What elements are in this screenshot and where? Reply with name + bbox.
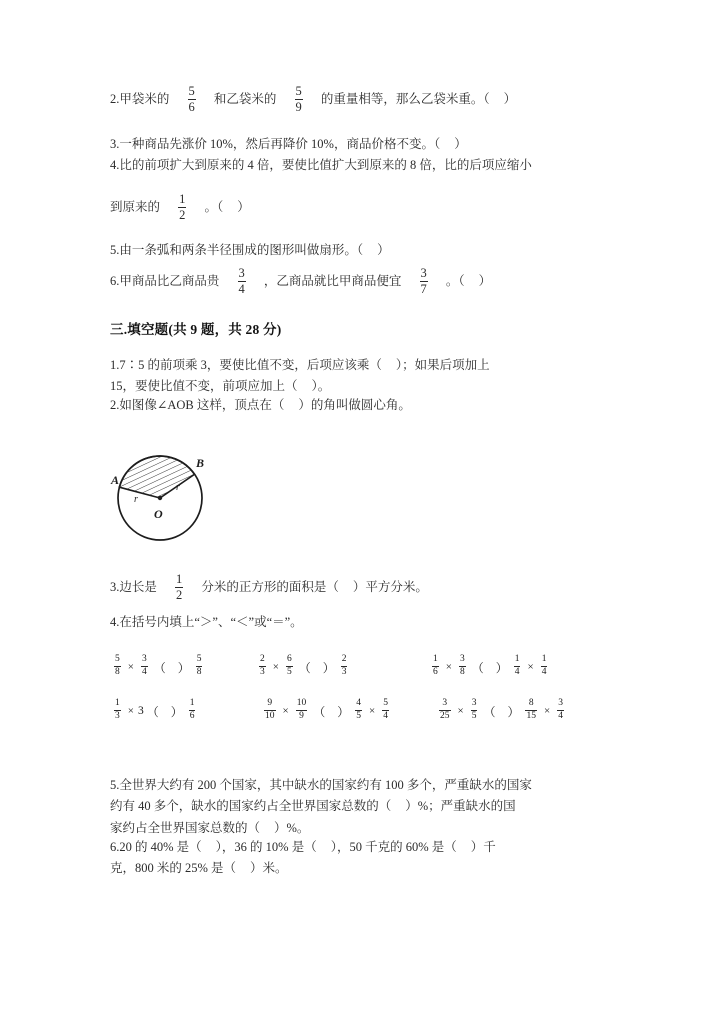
central-angle-circle-diagram — [110, 436, 230, 556]
fraction-denominator: 4 — [141, 666, 147, 677]
fraction-numerator: 8 — [528, 698, 534, 708]
center-point-o — [158, 496, 162, 500]
question-text-a: 如图像∠AOB 这样，顶点在（ — [119, 398, 285, 412]
fraction-3-8 — [458, 655, 467, 677]
fraction-denominator: 3 — [341, 666, 347, 677]
fraction-numerator: 3 — [442, 698, 448, 708]
comparison-answer-blank[interactable]: （ ） — [298, 660, 335, 675]
fraction-5-8 — [195, 655, 204, 677]
fraction-1-2: $\frac{1}{2}$ — [176, 572, 183, 602]
fraction-denominator: 8 — [196, 666, 202, 677]
question-number: 1. — [110, 358, 120, 372]
fraction-denominator: 3 — [260, 666, 265, 677]
question-fill-6 — [110, 838, 610, 881]
fraction-4-5 — [354, 699, 363, 721]
question-text-a: 到原来的 — [110, 199, 161, 214]
question-text-c: ），50 千克的 60% 是（ — [330, 840, 457, 854]
label-a: A — [111, 473, 120, 487]
fraction-1-6 — [188, 699, 197, 721]
operator-multiply: × — [127, 661, 134, 673]
fraction-5-4 — [381, 699, 390, 721]
question-text-line1: 全世界大约有 200 个国家，其中缺水的国家约有 100 多个，严重缺水的国家 — [119, 778, 532, 792]
fraction-denominator: 25 — [440, 710, 450, 721]
fraction-denominator: 4 — [541, 666, 547, 677]
label-o: O — [154, 507, 163, 521]
question-text-line2b: ）%；严重缺水的国 — [405, 799, 516, 814]
fraction-3-5 — [470, 699, 479, 721]
integer-term: 3 — [137, 705, 144, 717]
fraction-numerator: 1 — [541, 654, 547, 664]
question-text-b: ，乙商品就比甲商品便宜 — [263, 273, 402, 288]
question-text-line2: 15，要使比值不变，前项应加上（ — [110, 379, 298, 394]
fraction-denominator: 4 — [558, 710, 563, 721]
question-close: ） — [454, 137, 467, 151]
fraction-numerator: 3 — [558, 698, 563, 708]
question-text-line3b: ）%。 — [274, 820, 310, 835]
fraction-numerator: 1 — [433, 654, 438, 664]
fraction-6-5 — [285, 655, 294, 677]
circle-diagram-container — [110, 436, 610, 566]
question-text: 由一条弧和两条半径围成的图形叫做扇形。（ — [119, 243, 364, 257]
question-judge-4-line1 — [110, 156, 610, 177]
question-fill-1 — [110, 356, 610, 399]
question-text-line3: 家约占全世界国家总数的（ — [110, 820, 261, 835]
question-close: ） — [377, 243, 390, 257]
question-number: 5. — [110, 243, 120, 257]
fraction-1-6 — [431, 655, 440, 677]
fraction-denominator: 5 — [356, 710, 361, 721]
question-text-d: ）千 — [470, 840, 496, 854]
operator-multiply: × — [543, 705, 551, 717]
question-text-b: ）；如果后项加上 — [395, 358, 490, 372]
question-text: 一种商品先涨价 10%，然后再降价 10%，商品价格不变。（ — [119, 137, 441, 151]
fraction-5-8 — [113, 655, 122, 677]
fraction-denominator: 4 — [514, 666, 520, 677]
question-number: 2. — [110, 91, 120, 106]
fraction-1-3 — [113, 699, 122, 721]
fraction-denominator: 3 — [115, 710, 120, 721]
question-number: 3. — [110, 137, 120, 151]
fraction-denominator: 5 — [471, 710, 477, 721]
fraction-numerator: 2 — [260, 654, 265, 664]
fraction-3-4: $\frac{3}{4}$ — [238, 266, 245, 296]
fraction-denominator: 15 — [526, 710, 536, 721]
question-text-line2b: ）。 — [311, 379, 331, 394]
question-judge-3 — [110, 135, 610, 156]
fraction-denominator: 4 — [383, 710, 388, 721]
question-text: 7∶5 的前项乘 3，要使比值不变，后项应该乘（ — [119, 358, 382, 372]
fraction-numerator: 10 — [296, 698, 307, 708]
fraction-10-9 — [295, 699, 309, 721]
fraction-3-4 — [556, 699, 565, 721]
question-text: 甲袋米的 — [119, 91, 170, 106]
fraction-numerator: 1 — [115, 698, 120, 708]
label-b: B — [196, 456, 205, 470]
fraction-5-9: $\frac{5}{9}$ — [295, 84, 302, 114]
comparison-answer-blank[interactable]: （ ） — [313, 704, 350, 719]
comparison-expression — [428, 656, 551, 678]
question-judge-2 — [110, 86, 610, 130]
question-fill-3 — [110, 574, 610, 611]
fraction-3-25 — [438, 699, 452, 721]
fraction-numerator: 3 — [141, 654, 147, 664]
fraction-1-2: $\frac{1}{2}$ — [179, 192, 186, 222]
fraction-3-7: $\frac{3}{7}$ — [420, 266, 427, 296]
fraction-denominator: 8 — [115, 666, 120, 677]
label-radius-1: r — [134, 494, 138, 505]
fraction-numerator: 3 — [459, 654, 465, 664]
fraction-denominator: 8 — [459, 666, 465, 677]
operator-multiply: × — [368, 705, 376, 717]
fraction-9-10 — [263, 699, 277, 721]
fraction-numerator: 9 — [267, 698, 273, 708]
question-text-b: ），36 的 10% 是（ — [215, 840, 317, 854]
fraction-numerator: 1 — [514, 654, 520, 664]
comparison-row-2 — [110, 700, 615, 734]
fraction-2-3 — [258, 655, 267, 677]
question-text-c: ） — [237, 199, 250, 214]
question-number: 3. — [110, 579, 120, 594]
comparison-expression — [110, 656, 206, 678]
question-number: 5. — [110, 778, 120, 792]
question-text-a: 20 的 40% 是（ — [119, 840, 202, 854]
question-text-b: 。（ — [204, 199, 224, 214]
question-text-line2a: 克，800 米的 25% 是（ — [110, 861, 237, 876]
comparison-answer-blank[interactable]: （ ） — [471, 660, 508, 675]
question-text: 比的前项扩大到原来的 4 倍，要使比值扩大到原来的 8 倍，比的后项应缩小 — [119, 158, 532, 172]
question-text-c: 。（ — [445, 273, 465, 288]
circle-svg — [110, 436, 230, 556]
question-text-line2b: ）米。 — [250, 861, 288, 876]
question-number: 6. — [110, 840, 120, 854]
operator-multiply: × — [445, 661, 452, 673]
question-text-c: 的重量相等，那么乙袋米重。（ — [320, 91, 490, 106]
fraction-numerator: 4 — [356, 698, 361, 708]
comparison-answer-blank[interactable]: （ ） — [146, 704, 183, 719]
operator-multiply: × — [272, 661, 279, 673]
fraction-8-15 — [524, 699, 538, 721]
fraction-numerator: 1 — [189, 698, 195, 708]
comparison-answer-blank[interactable]: （ ） — [153, 660, 190, 675]
fraction-numerator: 5 — [196, 654, 202, 664]
fraction-denominator: 10 — [265, 710, 275, 721]
operator-multiply: × — [527, 661, 534, 673]
fraction-denominator: 5 — [286, 666, 292, 677]
question-text: 在括号内填上“＞”、“＜”或“＝”。 — [119, 615, 303, 629]
question-fill-5 — [110, 776, 610, 840]
question-judge-5 — [110, 241, 610, 269]
fraction-denominator: 6 — [189, 710, 195, 721]
fraction-numerator: 5 — [383, 698, 388, 708]
question-text-d: ） — [503, 91, 517, 106]
operator-multiply: × — [282, 705, 289, 717]
section-heading-fill — [110, 318, 610, 354]
question-text-d: ） — [478, 273, 492, 288]
fraction-numerator: 6 — [286, 654, 292, 664]
label-radius-2: r — [176, 482, 180, 493]
question-judge-4-line2 — [110, 194, 610, 231]
operator-multiply: × — [127, 705, 134, 717]
sector-aob-shaded — [119, 456, 194, 498]
fraction-numerator: 3 — [471, 698, 477, 708]
question-text-b: 和乙袋米的 — [213, 91, 277, 106]
fraction-numerator: 5 — [115, 654, 120, 664]
question-number: 4. — [110, 615, 120, 629]
question-number: 6. — [110, 273, 120, 288]
question-number: 2. — [110, 398, 120, 412]
question-fill-4 — [110, 613, 610, 641]
question-text-line2: 约有 40 多个，缺水的国家约占全世界国家总数的（ — [110, 799, 392, 814]
fraction-3-4 — [140, 655, 149, 677]
comparison-expression — [110, 700, 199, 722]
comparison-expressions — [110, 656, 610, 746]
fraction-denominator: 6 — [433, 666, 438, 677]
operator-multiply: × — [457, 705, 464, 717]
question-text-a: 边长是 — [119, 579, 157, 594]
fraction-1-4 — [540, 655, 549, 677]
question-number: 4. — [110, 158, 120, 172]
question-text-b: 分米的正方形的面积是（ — [201, 579, 339, 594]
question-text-b: ）的角叫做圆心角。 — [298, 398, 411, 412]
fraction-2-3 — [340, 655, 349, 677]
comparison-expression — [255, 656, 351, 678]
fraction-numerator: 2 — [341, 654, 347, 664]
comparison-expression — [260, 700, 393, 722]
question-text-a: 甲商品比乙商品贵 — [119, 273, 220, 288]
comparison-expression — [435, 700, 568, 722]
fraction-denominator: 9 — [299, 710, 304, 721]
question-text-c: ）平方分米。 — [352, 579, 428, 594]
comparison-answer-blank[interactable]: （ ） — [483, 704, 520, 719]
fraction-5-6: $\frac{5}{6}$ — [188, 84, 195, 114]
question-judge-6 — [110, 268, 610, 305]
section-heading-text: 三.填空题(共 9 题，共 28 分) — [110, 322, 282, 337]
question-fill-2 — [110, 396, 610, 424]
fraction-1-4 — [513, 655, 522, 677]
comparison-row-1 — [110, 656, 615, 690]
